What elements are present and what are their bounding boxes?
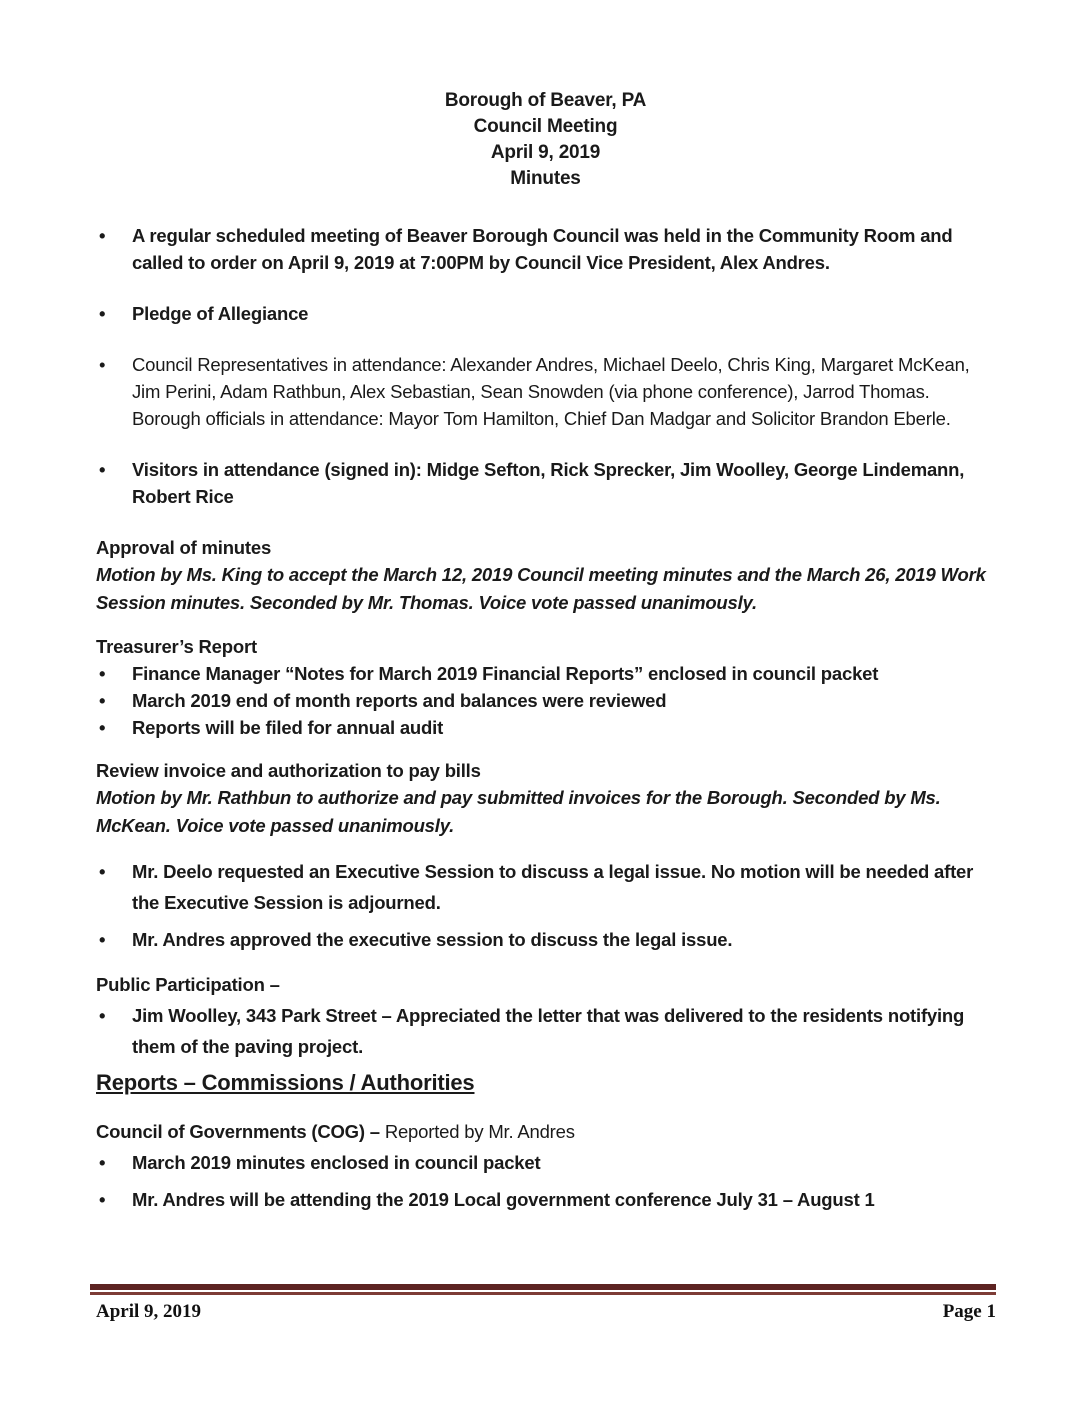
section-heading: Approval of minutes bbox=[96, 537, 272, 558]
section-heading: Review invoice and authorization to pay bills bbox=[96, 760, 481, 781]
bullet-item bbox=[96, 456, 995, 510]
bullet-icon: • bbox=[99, 663, 106, 684]
bullet-text: Visitors in attendance (signed in): Midge Sefton, Rick Sprecker, Jim Woolley, George Lindemann, Robert Rice bbox=[132, 459, 965, 507]
bullet-text: March 2019 minutes enclosed in council packet bbox=[132, 1152, 541, 1173]
motion-text: Motion by Mr. Rathbun to authorize and pay submitted invoices for the Borough. Seconded by Ms. McKean. Voice vote passed unanimously. bbox=[96, 787, 941, 836]
footer-date: April 9, 2019 bbox=[96, 1301, 202, 1322]
bullet-item bbox=[96, 687, 995, 714]
bullet-icon: • bbox=[99, 929, 106, 950]
report-section-title: Reports – Commissions / Authorities bbox=[96, 1070, 475, 1095]
bullet-text: Reports will be filed for annual audit bbox=[132, 717, 444, 738]
bullet-icon: • bbox=[99, 459, 106, 480]
bullet-item bbox=[96, 351, 995, 432]
title-line-minutes: Minutes bbox=[510, 168, 581, 189]
bullet-item bbox=[96, 714, 995, 741]
motion-text: Motion by Ms. King to accept the March 12, 2019 Council meeting minutes and the March 26, 2019 Work Session minutes. Seconded by Mr. Thomas. Voice vote passed unanimously. bbox=[96, 564, 986, 613]
section-heading: Public Participation – bbox=[96, 974, 280, 995]
title-line-date: April 9, 2019 bbox=[490, 142, 601, 163]
heading-bold-text: Council of Governments (COG) – bbox=[96, 1121, 385, 1142]
bullet-icon: • bbox=[99, 354, 106, 375]
bullet-item bbox=[96, 300, 995, 327]
bullet-text: Jim Woolley, 343 Park Street – Appreciated the letter that was delivered to the residents notifying them of the paving project. bbox=[132, 1005, 965, 1057]
bullet-icon: • bbox=[99, 717, 106, 738]
bullet-text: A regular scheduled meeting of Beaver Borough Council was held in the Community Room and called to order on April 9, 2019 at 7:00PM by Council Vice President, Alex Andres. bbox=[132, 225, 953, 273]
section-heading: Treasurer’s Report bbox=[96, 636, 257, 657]
document-title bbox=[96, 88, 995, 192]
bullet-text: Pledge of Allegiance bbox=[132, 303, 309, 324]
bullet-item bbox=[96, 924, 995, 955]
footer-rule bbox=[90, 1284, 996, 1295]
bullet-text: Mr. Andres will be attending the 2019 Local government conference July 31 – August 1 bbox=[132, 1189, 875, 1210]
bullet-item bbox=[96, 222, 995, 276]
bullet-icon: • bbox=[99, 861, 106, 882]
footer-rule-thick bbox=[90, 1284, 996, 1290]
title-line-meeting: Council Meeting bbox=[473, 116, 618, 137]
bullet-item bbox=[96, 660, 995, 687]
bullet-item bbox=[96, 1184, 995, 1215]
bullet-item bbox=[96, 1147, 995, 1178]
bullet-item bbox=[96, 856, 995, 918]
footer-page-number: Page 1 bbox=[942, 1301, 996, 1322]
bullet-icon: • bbox=[99, 1152, 106, 1173]
heading-normal-text: Reported by Mr. Andres bbox=[384, 1121, 575, 1142]
bullet-text: Council Representatives in attendance: Alexander Andres, Michael Deelo, Chris King, Margaret McKean, Jim Perini, Adam Rathbun, Alex Sebastian, Sean Snowden (via phone conference), Jarrod Thomas. Borough officials in attendance: Mayor Tom Hamilton, Chief Dan Madgar and Solicitor Brandon Eberle. bbox=[132, 354, 970, 429]
bullet-text: Finance Manager “Notes for March 2019 Financial Reports” enclosed in council packet bbox=[132, 663, 879, 684]
bullet-item bbox=[96, 1000, 995, 1062]
bullet-icon: • bbox=[99, 1005, 106, 1026]
document-body bbox=[96, 222, 995, 1221]
title-line-org: Borough of Beaver, PA bbox=[444, 90, 647, 111]
bullet-icon: • bbox=[99, 1189, 106, 1210]
bullet-text: March 2019 end of month reports and balances were reviewed bbox=[132, 690, 667, 711]
bullet-text: Mr. Andres approved the executive session to discuss the legal issue. bbox=[132, 929, 733, 950]
footer-rule-thin bbox=[90, 1292, 996, 1295]
bullet-icon: • bbox=[99, 225, 106, 246]
bullet-icon: • bbox=[99, 303, 106, 324]
page-footer bbox=[90, 1284, 996, 1324]
bullet-text: Mr. Deelo requested an Executive Session to discuss a legal issue. No motion will be needed after the Executive Session is adjourned. bbox=[132, 861, 974, 913]
bullet-icon: • bbox=[99, 690, 106, 711]
section-heading bbox=[96, 1118, 995, 1145]
